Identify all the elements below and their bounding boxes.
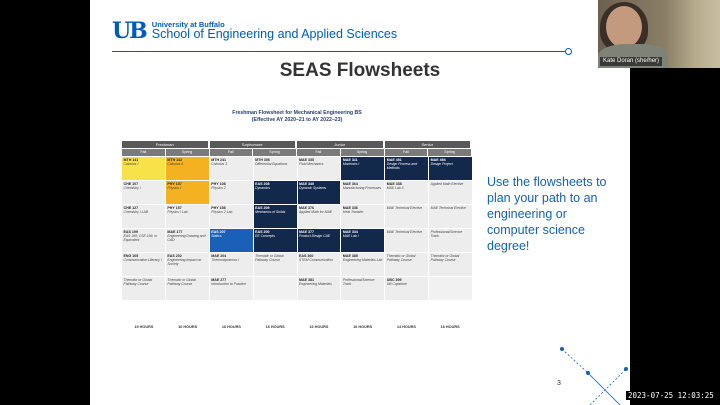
course-name: Calculus I	[123, 162, 139, 167]
slide-page-number: 3	[557, 380, 561, 387]
ub-logo-mark: UB	[112, 18, 146, 44]
flowsheet-course-cell	[254, 205, 297, 228]
flowsheet-year-header: Sophomore	[210, 141, 296, 148]
flowsheet-course-cell	[122, 253, 165, 276]
course-code: EAS 208	[255, 182, 270, 186]
flowsheet-course-cell	[254, 229, 297, 252]
school-name-block	[152, 21, 397, 42]
course-name: Thematic or Global Pathway Course	[255, 254, 284, 263]
course-code: MAE 334	[342, 230, 358, 234]
flowsheet-course-cell	[210, 157, 253, 180]
course-name: Physics 2 Lab	[211, 210, 233, 215]
course-name: Thematic or Global Pathway Course	[123, 278, 153, 287]
course-name: Calculus II	[167, 162, 184, 167]
course-code: MTH 241	[211, 158, 227, 162]
course-code: MAE 376	[299, 206, 314, 210]
header-rule	[112, 51, 567, 52]
course-code: MTH 142	[167, 158, 183, 162]
course-name: Communication Literacy I	[123, 258, 162, 263]
flowsheet-years-row	[122, 141, 472, 148]
course-name: Heat Transfer	[342, 210, 364, 215]
flowsheet-term-header: Spring	[341, 149, 384, 156]
course-code: MAE 385	[342, 254, 358, 258]
flowsheet-semester-hours: 16 HOURS	[309, 325, 329, 329]
flowsheet-course-cell	[166, 205, 209, 228]
course-code: MAE 336	[342, 206, 358, 210]
flowsheet-course-cell	[385, 253, 428, 276]
course-name: Differential Equations	[255, 162, 288, 167]
flowsheet-course-cell	[385, 205, 428, 228]
course-code: UBC 399	[386, 278, 402, 282]
flowsheet-course-cell	[341, 229, 384, 252]
course-name: MAE Technical Elective	[386, 230, 423, 234]
flowsheet-course-cell	[298, 229, 341, 252]
flowsheet-course-cell	[122, 277, 165, 300]
course-code: MAE 494	[430, 158, 446, 162]
course-name: Thermodynamics I	[211, 258, 240, 263]
flowsheet-course-cell	[429, 181, 472, 204]
course-name: Engineering Materials Lab	[342, 258, 383, 263]
course-name: MAE Technical Elective	[386, 206, 423, 210]
course-code: EAS 209	[255, 206, 270, 210]
flowsheet-course-cell	[254, 181, 297, 204]
flowsheet-course-cell	[210, 277, 253, 300]
course-name: Manufacturing Processes	[342, 186, 382, 191]
course-code: EAS 207	[211, 230, 226, 234]
course-name: Engineering Impact on Society	[167, 258, 202, 267]
flowsheet-year-header: Freshman	[122, 141, 208, 148]
flowsheet-term-header: Fall	[297, 149, 340, 156]
course-name: Machines I	[342, 162, 360, 167]
flowsheet-course-cell	[385, 277, 428, 300]
flowsheet-course-cell	[254, 157, 297, 180]
course-code: MTH 306	[255, 158, 270, 162]
course-name: Dynamics	[255, 186, 271, 191]
flowsheet-year-header: Senior	[385, 141, 471, 148]
flowsheet-title-line1: Freshman Flowsheet for Mechanical Engineering BS	[232, 110, 362, 116]
flowsheet-course-cell	[210, 205, 253, 228]
flowsheet-term-header: Spring	[253, 149, 296, 156]
course-name: Statics	[211, 234, 222, 239]
flowsheet-image	[122, 110, 472, 335]
flowsheet-course-cell	[254, 253, 297, 276]
course-code: MAE 340	[299, 182, 314, 186]
flowsheet-course-cell	[122, 157, 165, 180]
flowsheet-term-header: Spring	[166, 149, 209, 156]
course-name: Applied Math Elective	[430, 182, 464, 186]
course-name: MAE Technical Elective	[430, 206, 466, 210]
course-code: MAE 364	[342, 182, 358, 186]
course-name: EE Concepts	[255, 234, 275, 239]
recording-timestamp: 2023-07-25 12:03:25	[628, 391, 714, 400]
course-name: Design Process and Methods	[386, 162, 418, 171]
course-code: MAE 335	[299, 158, 314, 162]
course-name: Professional/Science Track	[430, 230, 463, 239]
flowsheet-course-cell	[166, 229, 209, 252]
flowsheet-year-header: Junior	[297, 141, 383, 148]
course-name: Professional/Science Track	[342, 278, 375, 287]
course-code: MAE 177	[167, 230, 183, 234]
header-rule-dot-icon	[565, 48, 572, 55]
flowsheet-title-line2: (Effective AY 2020–21 to AY 2022–23)	[251, 117, 343, 124]
course-code: PHY 158	[211, 206, 226, 210]
course-code: MAE 338	[386, 182, 402, 186]
flowsheet-course-cell	[341, 181, 384, 204]
course-name: Physics 2	[211, 186, 226, 191]
flowsheet-terms-row	[122, 149, 472, 156]
flowsheet-term-header: Fall	[122, 149, 165, 156]
flowsheet-course-cell	[429, 253, 472, 276]
flowsheet-course-cell	[210, 181, 253, 204]
course-name: Engineering Drawing and CAD	[167, 234, 206, 243]
course-name: Chemistry I LAB	[123, 210, 148, 215]
course-code: MAE 451	[386, 158, 402, 162]
flowsheet-semester-hours: 16 HOURS	[440, 325, 460, 329]
course-code: MAE 204	[211, 254, 227, 258]
flowsheet-course-cell	[341, 277, 384, 300]
flowsheet-course-cell	[298, 253, 341, 276]
shared-slide	[90, 0, 630, 405]
flowsheet-course-cell	[210, 253, 253, 276]
flowsheet-term-header: Spring	[428, 149, 471, 156]
flowsheet-course-cell	[341, 157, 384, 180]
flowsheet-course-cell	[429, 205, 472, 228]
course-code: MAE 381	[299, 278, 314, 282]
flowsheet-course-cell	[166, 277, 209, 300]
flowsheet-course-cell	[166, 181, 209, 204]
flowsheet-course-cell	[298, 277, 341, 300]
flowsheet-course-cell	[298, 205, 341, 228]
course-name: Mechanics of Solids	[255, 210, 286, 215]
course-code: CHE 127	[123, 206, 139, 210]
school-name: School of Engineering and Applied Sciences	[151, 27, 398, 42]
course-name: Dynamic Systems	[299, 186, 327, 191]
flowsheet-course-grid	[122, 157, 472, 300]
flowsheet-term-header: Fall	[385, 149, 428, 156]
course-name: Engineering Materials	[299, 282, 332, 287]
flowsheet-term-header: Fall	[210, 149, 253, 156]
flowsheet-course-cell	[385, 181, 428, 204]
course-code: MTH 141	[123, 158, 139, 162]
slide-title: SEAS Flowsheets	[279, 60, 441, 81]
flowsheet-semester-hours: 16 HOURS	[265, 325, 285, 329]
course-code: EAS 360	[299, 254, 314, 258]
course-name: MAE Lab II	[386, 186, 404, 191]
course-name: Thematic or Global Pathway Course	[386, 254, 416, 263]
course-name: Physics I	[167, 186, 181, 191]
participant-face	[606, 6, 642, 48]
flowsheet-course-cell	[122, 181, 165, 204]
flowsheet-course-cell	[122, 229, 165, 252]
course-code: PHY 157	[167, 206, 182, 210]
course-name: Chemistry I	[123, 186, 141, 191]
course-code: PHY 107	[167, 182, 182, 186]
participant-name-label: Kate Doran (she/her)	[600, 57, 662, 66]
decorative-lines-icon	[560, 345, 630, 405]
course-code: MAE 311	[342, 158, 358, 162]
course-code: EAS 199	[123, 230, 138, 234]
course-name: EAS 199, CSE 199, or Equivalent	[123, 234, 158, 243]
university-name: University at Buffalo	[151, 19, 225, 29]
course-name: UB Capstone	[386, 282, 407, 287]
flowsheet-course-cell	[166, 157, 209, 180]
course-code: MAE 277	[211, 278, 227, 282]
flowsheet-course-cell	[385, 157, 428, 180]
course-code: MAE 377	[299, 230, 314, 234]
flowsheet-semester-hours: 14 HOURS	[396, 325, 416, 329]
course-name: Calculus 3	[211, 162, 228, 167]
course-code: CHE 107	[123, 182, 139, 186]
flowsheet-course-cell	[429, 277, 472, 300]
flowsheet-semester-hours: 15 HOURS	[134, 325, 154, 329]
flowsheet-course-cell	[210, 229, 253, 252]
course-name: STEM Communication	[299, 258, 333, 263]
flowsheet-course-cell	[341, 253, 384, 276]
course-name: Physics I Lab	[167, 210, 188, 215]
course-name: Design Project	[430, 162, 453, 167]
course-name: Introduction to Practice	[211, 282, 246, 287]
flowsheet-course-cell	[166, 253, 209, 276]
course-name: MAE Lab I	[342, 234, 359, 239]
flowsheet-course-cell	[429, 229, 472, 252]
course-code: EAS 202	[167, 254, 182, 258]
flowsheet-semester-hours: 16 HOURS	[178, 325, 198, 329]
ub-logo	[112, 16, 397, 46]
flowsheet-course-cell	[122, 205, 165, 228]
flowsheet-course-cell	[298, 181, 341, 204]
course-code: PHY 108	[211, 182, 226, 186]
course-name: Thematic or Global Pathway Course	[167, 278, 197, 287]
flowsheet-hours-row	[122, 325, 472, 329]
course-name: Applied Math for MAE	[299, 210, 332, 215]
course-name: Product Design CAE	[299, 234, 331, 239]
course-code: EAS 200	[255, 230, 270, 234]
flowsheet-course-cell	[385, 229, 428, 252]
flowsheet-course-cell	[298, 157, 341, 180]
course-name: Thematic or Global Pathway Course	[430, 254, 460, 263]
slide-callout-text: Use the flowsheets to plan your path to an engineering or computer science degree!	[487, 175, 607, 253]
participant-video-tile[interactable]	[598, 0, 720, 68]
flowsheet-semester-hours: 16 HOURS	[221, 325, 241, 329]
course-name: Fluid Mechanics	[299, 162, 324, 167]
flowsheet-title	[122, 110, 472, 124]
flowsheet-course-cell	[341, 205, 384, 228]
course-code: ENG 105	[123, 254, 139, 258]
flowsheet-course-cell	[429, 157, 472, 180]
flowsheet-course-cell	[254, 277, 297, 300]
flowsheet-semester-hours: 16 HOURS	[353, 325, 373, 329]
